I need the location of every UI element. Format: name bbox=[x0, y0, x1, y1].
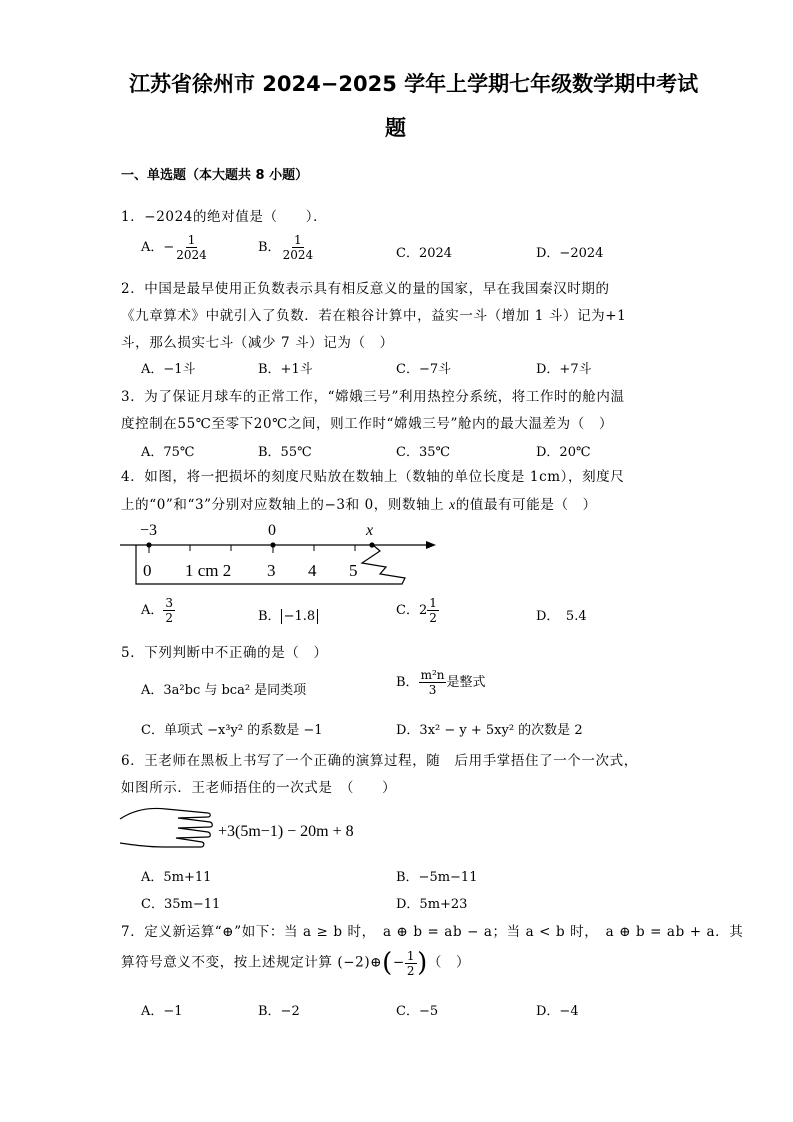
q2-option-b: B．+1斗 bbox=[258, 362, 313, 377]
ruler-label-5: 5 bbox=[349, 561, 358, 580]
q5-option-a: A．3a²bc 与 bca² 是同类项 bbox=[141, 683, 307, 698]
q4-option-d: D． 5.4 bbox=[536, 609, 587, 624]
q6-option-c: C．35m−11 bbox=[141, 897, 221, 912]
q2-line3: 斗，那么损实七斗（减少 7 斗）记为（ ） bbox=[121, 335, 394, 351]
q2-option-c: C．−7斗 bbox=[396, 362, 452, 377]
q1-option-a: A．− $\frac{1}{2024}$ bbox=[141, 233, 207, 262]
q4-option-c: C．2 $\frac{1}{2}$ bbox=[396, 596, 437, 625]
q7-option-b: B．−2 bbox=[258, 1004, 300, 1019]
q2-option-a: A．−1斗 bbox=[141, 362, 196, 377]
q3-option-d: D．20℃ bbox=[536, 445, 591, 460]
ruler-label-1cm2: 1 cm 2 bbox=[185, 561, 232, 580]
q7-line2: 算符号意义不变，按上述规定计算 (−2)⊕(− $\frac{1}{2}$ )（ ） bbox=[121, 948, 471, 978]
section-header: 一、单选题（本大题共 8 小题） bbox=[121, 168, 309, 183]
q3-option-b: B．55℃ bbox=[258, 445, 312, 460]
axis-label-minus3: −3 bbox=[140, 522, 158, 539]
q1-option-c: C．2024 bbox=[396, 246, 453, 261]
hand-icon bbox=[120, 808, 212, 847]
ruler-label-0: 0 bbox=[143, 561, 152, 580]
q1-stem: 1．−2024的绝对值是（ ）． bbox=[121, 209, 328, 225]
q6-option-b: B．−5m−11 bbox=[396, 870, 478, 885]
q7-option-a: A．−1 bbox=[141, 1004, 183, 1019]
q1-option-d: D．−2024 bbox=[536, 246, 604, 261]
q7-option-d: D．−4 bbox=[536, 1004, 579, 1019]
q1-option-b: B． $\frac{1}{2024}$ bbox=[258, 233, 314, 262]
ruler-label-3: 3 bbox=[267, 561, 276, 580]
q2-line1: 2．中国是最早使用正负数表示具有相反意义的量的国家，早在我国秦汉时期的 bbox=[121, 281, 610, 297]
q7-option-c: C．−5 bbox=[396, 1004, 439, 1019]
q5-option-d: D．3x² − y + 5xy² 的次数是 2 bbox=[396, 723, 583, 738]
q6-line1: 6．王老师在黑板上书写了一个正确的演算过程，随 后用手掌捂住了一个一次式， bbox=[121, 753, 638, 769]
q4-ruler-figure bbox=[118, 518, 440, 586]
q6-option-d: D．5m+23 bbox=[396, 897, 468, 912]
q3-option-a: A．75℃ bbox=[141, 445, 195, 460]
q6-hand-figure bbox=[118, 803, 213, 855]
q5-option-b: B． $\frac{\text{m²n}}{3}$ 是整式 bbox=[396, 668, 486, 697]
q3-option-c: C．35℃ bbox=[396, 445, 451, 460]
q6-line2: 如图所示．王老师捂住的一次式是 （ ） bbox=[121, 780, 397, 796]
page-title-line2: 题 bbox=[385, 116, 406, 140]
q6-option-a: A．5m+11 bbox=[141, 870, 212, 885]
q2-option-d: D．+7斗 bbox=[536, 362, 592, 377]
q4-option-a: A． $\frac{3}{2}$ bbox=[141, 596, 174, 625]
q4-line1: 4．如图，将一把损坏的刻度尺贴放在数轴上（数轴的单位长度是 1cm），刻度尺 bbox=[121, 469, 625, 485]
q3-line1: 3．为了保证月球车的正常工作，“嫦娥三号”利用热控分系统，将工作时的舱内温 bbox=[121, 389, 625, 405]
q2-line2: 《九章算术》中就引入了负数．若在粮谷计算中，益实一斗（增加 1 斗）记为+1 bbox=[121, 308, 627, 324]
q5-stem: 5．下列判断中不正确的是（ ） bbox=[121, 645, 328, 661]
ruler-label-4: 4 bbox=[308, 561, 317, 580]
q3-line2: 度控制在55℃至零下20℃之间，则工作时“嫦娥三号”舱内的最大温差为（ ） bbox=[121, 416, 614, 432]
page-title: 江苏省徐州市 2024−2025 学年上学期七年级数学期中考试 bbox=[129, 72, 699, 96]
q4-line2: 上的“0”和“3”分别对应数轴上的−3和 0，则数轴上 x的值最有可能是（ ） bbox=[121, 497, 597, 513]
axis-label-zero: 0 bbox=[268, 522, 276, 539]
q6-expression: +3(5m−1) − 20m + 8 bbox=[218, 823, 354, 840]
q4-option-b: B． −1.8 bbox=[258, 605, 318, 624]
q5-option-c: C．单项式 −x³y² 的系数是 −1 bbox=[141, 723, 323, 738]
axis-label-x: x bbox=[366, 522, 374, 539]
q7-line1: 7．定义新运算“⊕”如下：当 a ≥ b 时， a ⊕ b = ab − a；当 a < b 时， a ⊕ b = ab + a．其 bbox=[121, 924, 744, 940]
